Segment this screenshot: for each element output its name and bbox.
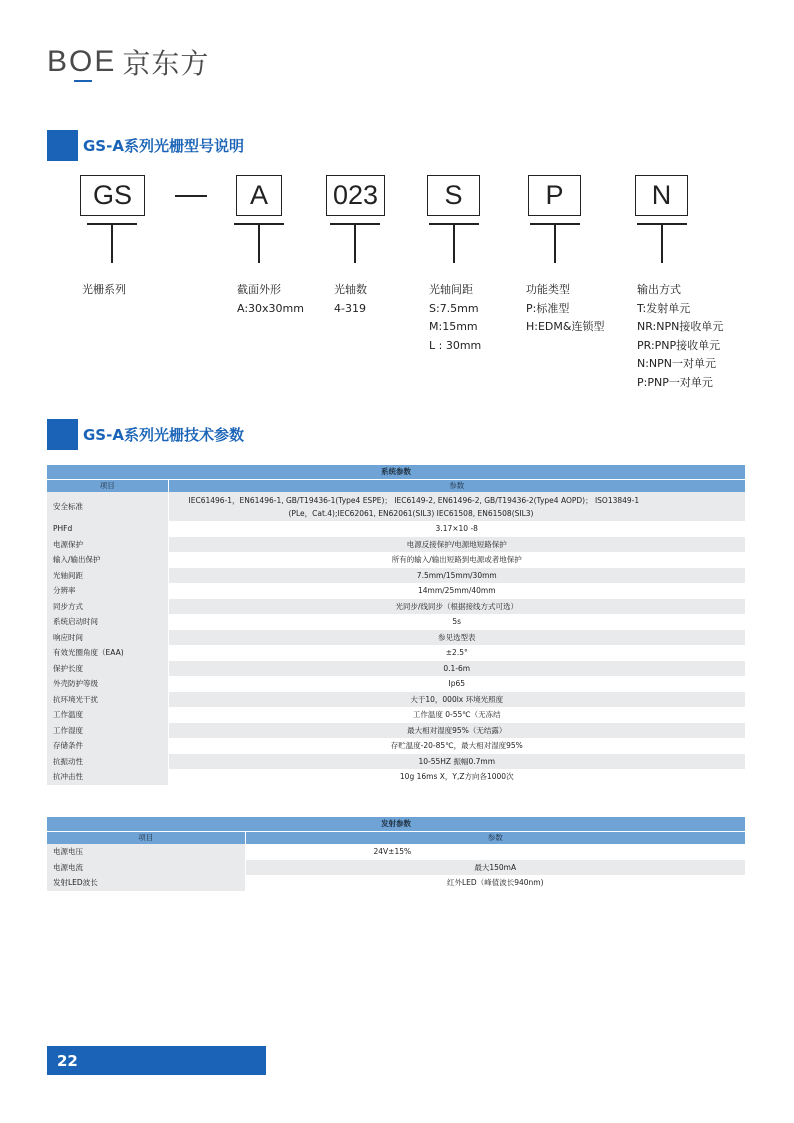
row-value-line: (PLe，Cat.4);IEC62061, EN62061(SIL3) IEC61508, EN61508(SIL3) bbox=[288, 508, 534, 518]
row-value: 10-55HZ 振幅0.7mm bbox=[168, 754, 745, 770]
row-value-line: IEC61496-1，EN61496-1, GB/T19436-1(Type4 ESPE)； IEC6149-2, EN61496-2, GB/T19436-2(Type4 AOPD)； ISO13849-1 bbox=[188, 495, 640, 505]
desc-line: 功能类型 bbox=[526, 283, 570, 296]
table-caption: 发射参数 bbox=[47, 817, 745, 831]
section-heading-specs bbox=[47, 419, 244, 450]
col-header-item: 项目 bbox=[47, 831, 245, 844]
row-value: 工作温度 0-55℃（无冻结 bbox=[168, 707, 745, 723]
row-item: 存储条件 bbox=[47, 738, 168, 754]
section-title-specs: GS-A系列光栅技术参数 bbox=[83, 426, 244, 444]
row-item: 发射LED波长 bbox=[47, 875, 245, 891]
code-dash bbox=[175, 195, 207, 197]
code-desc-beam-count bbox=[334, 281, 367, 318]
code-desc-beam-spacing bbox=[429, 281, 481, 355]
row-value: 5s bbox=[168, 614, 745, 630]
table-row bbox=[47, 552, 745, 568]
table-row bbox=[47, 492, 745, 521]
col-header-item: 项目 bbox=[47, 479, 168, 492]
row-item: 安全标准 bbox=[47, 492, 168, 521]
row-value: 10g 16ms X，Y,Z方向各1000次 bbox=[168, 769, 745, 785]
code-connector bbox=[637, 223, 687, 263]
heading-marker-block bbox=[47, 419, 78, 450]
table-row bbox=[47, 661, 745, 677]
row-value: Ip65 bbox=[168, 676, 745, 692]
page-number: 22 bbox=[57, 1051, 78, 1070]
table-row bbox=[47, 521, 745, 537]
section-title-model: GS-A系列光栅型号说明 bbox=[83, 137, 244, 155]
brand-logo bbox=[47, 44, 209, 80]
table-row bbox=[47, 707, 745, 723]
desc-line: L : 30mm bbox=[429, 338, 482, 352]
table-row bbox=[47, 568, 745, 584]
row-item: PHFd bbox=[47, 521, 168, 537]
table-row bbox=[47, 630, 745, 646]
row-value: 最大相对湿度95%（无结露） bbox=[168, 723, 745, 739]
desc-line: 光轴间距 bbox=[429, 283, 473, 296]
row-item: 保护长度 bbox=[47, 661, 168, 677]
row-item: 响应时间 bbox=[47, 630, 168, 646]
desc-line: 截面外形 bbox=[237, 283, 281, 296]
desc-line: 光栅系列 bbox=[82, 283, 126, 296]
row-value: 3.17×10 -8 bbox=[168, 521, 745, 537]
row-value: 电源反接保护/电源地短路保护 bbox=[168, 537, 745, 553]
row-item: 工作湿度 bbox=[47, 723, 168, 739]
row-value: 参见选型表 bbox=[168, 630, 745, 646]
row-value: 存贮温度-20-85℃，最大相对湿度95% bbox=[168, 738, 745, 754]
row-item: 同步方式 bbox=[47, 599, 168, 615]
code-box-profile: A bbox=[236, 175, 282, 216]
code-connector bbox=[330, 223, 380, 263]
desc-line: A:30x30mm bbox=[237, 301, 304, 315]
row-item: 分辨率 bbox=[47, 583, 168, 599]
table-row bbox=[47, 645, 745, 661]
row-item: 抗冲击性 bbox=[47, 769, 168, 785]
col-header-param: 参数 bbox=[245, 831, 745, 844]
desc-line: S:7.5mm bbox=[429, 301, 479, 315]
table-row bbox=[47, 599, 745, 615]
code-connector bbox=[530, 223, 580, 263]
table-row bbox=[47, 754, 745, 770]
row-value: ±2.5° bbox=[168, 645, 745, 661]
section-heading-model bbox=[47, 130, 244, 161]
desc-line: 光轴数 bbox=[334, 283, 367, 296]
row-value: 所有的输入/输出短路到电源或者地保护 bbox=[168, 552, 745, 568]
row-value: 7.5mm/15mm/30mm bbox=[168, 568, 745, 584]
table-row bbox=[47, 614, 745, 630]
code-connector bbox=[429, 223, 479, 263]
desc-line: H:EDM&连锁型 bbox=[526, 320, 605, 333]
desc-line: M:15mm bbox=[429, 320, 478, 333]
desc-line: 输出方式 bbox=[637, 283, 681, 296]
code-desc-profile bbox=[237, 281, 304, 318]
table-caption: 系统参数 bbox=[47, 465, 745, 479]
code-box-beam-spacing: S bbox=[427, 175, 480, 216]
table-row bbox=[47, 844, 745, 860]
table-row bbox=[47, 676, 745, 692]
code-desc-output-type bbox=[637, 281, 723, 392]
desc-line: 4-319 bbox=[334, 301, 366, 315]
code-desc-function-type bbox=[526, 281, 604, 337]
col-header-param: 参数 bbox=[168, 479, 745, 492]
table-row bbox=[47, 875, 745, 891]
code-desc-series bbox=[82, 281, 126, 300]
row-value: 最大150mA bbox=[245, 860, 745, 876]
code-box-beam-count: 023 bbox=[326, 175, 385, 216]
row-item: 电源电流 bbox=[47, 860, 245, 876]
desc-line: N:NPN一对单元 bbox=[637, 357, 717, 370]
row-item: 输入/输出保护 bbox=[47, 552, 168, 568]
code-box-function-type: P bbox=[528, 175, 581, 216]
desc-line: T:发射单元 bbox=[637, 301, 691, 315]
table-row bbox=[47, 860, 745, 876]
table-row bbox=[47, 583, 745, 599]
logo-accent-bar bbox=[74, 80, 92, 82]
row-item: 抗环境光干扰 bbox=[47, 692, 168, 708]
emitter-params-table bbox=[47, 817, 745, 891]
desc-line: NR:NPN接收单元 bbox=[637, 320, 724, 333]
row-item: 有效光圈角度（EAA) bbox=[47, 645, 168, 661]
row-value: 24V±15% bbox=[245, 844, 745, 860]
row-value: 0.1-6m bbox=[168, 661, 745, 677]
row-value: 红外LED（峰值波长940nm) bbox=[245, 875, 745, 891]
row-value: 大于10，000lx 环境光照度 bbox=[168, 692, 745, 708]
code-box-series: GS bbox=[80, 175, 145, 216]
row-item: 电源保护 bbox=[47, 537, 168, 553]
row-item: 外壳防护等级 bbox=[47, 676, 168, 692]
row-item: 光轴间距 bbox=[47, 568, 168, 584]
row-item: 电源电压 bbox=[47, 844, 245, 860]
row-value: 光同步/线同步（根据接线方式可选） bbox=[168, 599, 745, 615]
code-box-output-type: N bbox=[635, 175, 688, 216]
table-row bbox=[47, 769, 745, 785]
table-row bbox=[47, 692, 745, 708]
brand-cjk: 京东方 bbox=[122, 47, 210, 80]
page-number-bar bbox=[47, 1046, 266, 1075]
table-row bbox=[47, 723, 745, 739]
desc-line: P:PNP一对单元 bbox=[637, 375, 713, 389]
desc-line: P:标准型 bbox=[526, 301, 570, 315]
desc-line: PR:PNP接收单元 bbox=[637, 338, 721, 352]
code-connector bbox=[87, 223, 137, 263]
code-connector bbox=[234, 223, 284, 263]
row-item: 系统启动时间 bbox=[47, 614, 168, 630]
table-row bbox=[47, 537, 745, 553]
row-value bbox=[168, 492, 745, 521]
row-value: 14mm/25mm/40mm bbox=[168, 583, 745, 599]
brand-latin: BOE bbox=[47, 45, 117, 78]
row-item: 抗振动性 bbox=[47, 754, 168, 770]
table-row bbox=[47, 738, 745, 754]
system-params-table bbox=[47, 465, 745, 785]
heading-marker-block bbox=[47, 130, 78, 161]
row-item: 工作温度 bbox=[47, 707, 168, 723]
